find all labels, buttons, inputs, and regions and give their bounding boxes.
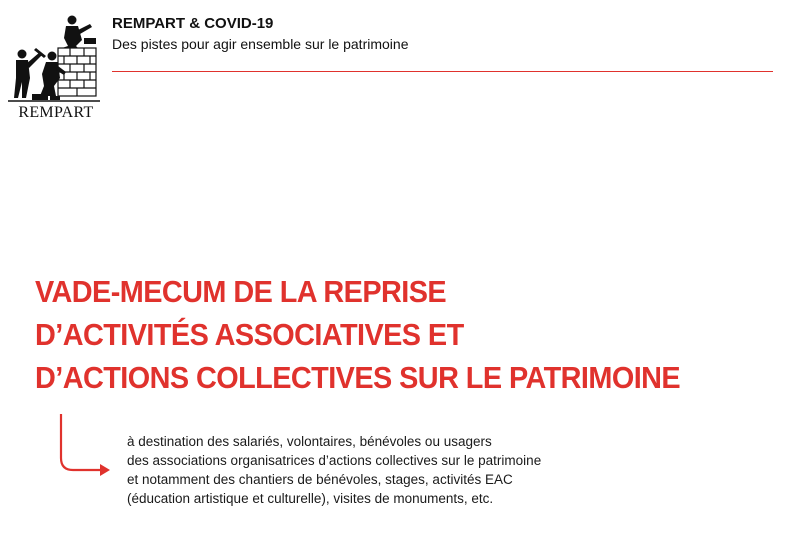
header-subtitle: Des pistes pour agir ensemble sur le patrimoine [112,36,409,52]
main-title-line: D’ACTIVITÉS ASSOCIATIVES ET [35,317,464,352]
intro-line: (éducation artistique et culturelle), visites de monuments, etc. [127,491,494,506]
arrow-right-icon [52,412,116,482]
intro-text [127,432,541,508]
intro-line: à destination des salariés, volontaires, bénévoles ou usagers [127,434,492,449]
intro-line: et notamment des chantiers de bénévoles, stages, activités EAC [127,472,513,487]
main-title-line: D’ACTIONS COLLECTIVES SUR LE PATRIMOINE [35,360,681,395]
rempart-workers-icon [6,12,102,104]
header-divider [112,71,773,72]
rempart-logo [6,12,102,122]
intro-line: des associations organisatrices d’actions collectives sur le patrimoine [127,453,542,468]
main-title-line: VADE-MECUM DE LA REPRISE [35,274,447,309]
main-title [35,270,680,399]
logo-label: REMPART [18,104,94,121]
header-title: REMPART & COVID-19 [112,15,274,32]
document-header [112,14,408,54]
